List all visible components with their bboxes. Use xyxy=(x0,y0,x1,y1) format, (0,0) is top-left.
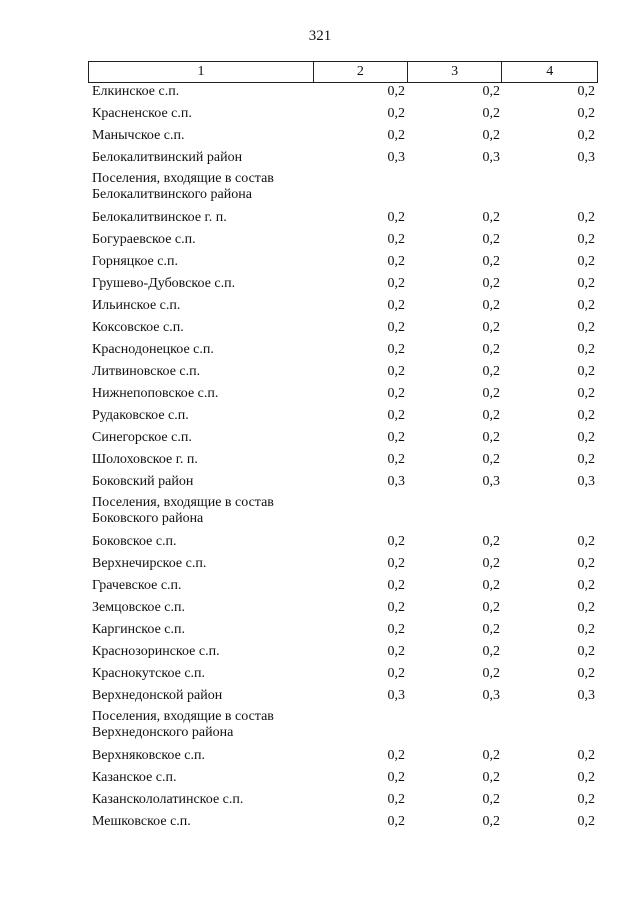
value-col-3: 0,2 xyxy=(482,128,500,143)
settlement-name: Нижнепоповское с.п. xyxy=(92,386,219,401)
settlement-name: Горняцкое с.п. xyxy=(92,254,178,269)
settlement-name: Рудаковское с.п. xyxy=(92,408,189,423)
settlement-name: Елкинское с.п. xyxy=(92,84,180,99)
table-row xyxy=(88,275,598,297)
table-row xyxy=(88,105,598,127)
column-header-4: 4 xyxy=(546,64,554,79)
value-col-2: 0,2 xyxy=(387,320,405,335)
value-col-4: 0,2 xyxy=(577,430,595,445)
value-col-4: 0,2 xyxy=(577,770,595,785)
settlement-name: Шолоховское г. п. xyxy=(92,452,198,467)
value-col-3: 0,2 xyxy=(482,534,500,549)
value-col-4: 0,3 xyxy=(577,150,595,165)
value-col-3: 0,2 xyxy=(482,210,500,225)
settlement-name: Поселения, входящие в состав Боковского района xyxy=(92,495,274,526)
value-col-2: 0,2 xyxy=(387,814,405,829)
value-col-4: 0,2 xyxy=(577,578,595,593)
value-col-3: 0,2 xyxy=(482,578,500,593)
value-col-4: 0,2 xyxy=(577,534,595,549)
table-row xyxy=(88,149,598,171)
value-col-3: 0,2 xyxy=(482,320,500,335)
table-row xyxy=(88,363,598,385)
table-row xyxy=(88,555,598,577)
settlement-name: Белокалитвинский район xyxy=(92,150,243,165)
settlement-name: Ильинское с.п. xyxy=(92,298,181,313)
settlement-name: Красненское с.п. xyxy=(92,106,192,121)
table-row xyxy=(88,341,598,363)
table-row xyxy=(88,791,598,813)
value-col-4: 0,2 xyxy=(577,386,595,401)
table-row xyxy=(88,577,598,599)
page-number: 321 xyxy=(308,28,332,44)
value-col-2: 0,2 xyxy=(387,364,405,379)
value-col-4: 0,2 xyxy=(577,106,595,121)
value-col-3: 0,2 xyxy=(482,408,500,423)
value-col-4: 0,2 xyxy=(577,84,595,99)
settlement-name: Краснозоринское с.п. xyxy=(92,644,220,659)
table-row xyxy=(88,533,598,555)
table-row xyxy=(88,687,598,709)
settlement-name: Казанскололатинское с.п. xyxy=(92,792,244,807)
value-col-3: 0,2 xyxy=(482,814,500,829)
value-col-2: 0,2 xyxy=(387,210,405,225)
settlement-name: Боковский район xyxy=(92,474,194,489)
value-col-4: 0,2 xyxy=(577,644,595,659)
value-col-2: 0,3 xyxy=(387,688,405,703)
value-col-2: 0,2 xyxy=(387,342,405,357)
value-col-4: 0,2 xyxy=(577,408,595,423)
value-col-4: 0,2 xyxy=(577,452,595,467)
settlement-name: Синегорское с.п. xyxy=(92,430,192,445)
table-row xyxy=(88,83,598,105)
settlement-name: Верхнедонской район xyxy=(92,688,223,703)
settlement-name: Земцовское с.п. xyxy=(92,600,186,615)
value-col-3: 0,2 xyxy=(482,276,500,291)
value-col-4: 0,2 xyxy=(577,342,595,357)
value-col-2: 0,2 xyxy=(387,556,405,571)
value-col-4: 0,2 xyxy=(577,210,595,225)
value-col-4: 0,2 xyxy=(577,232,595,247)
value-col-3: 0,3 xyxy=(482,688,500,703)
value-col-2: 0,2 xyxy=(387,452,405,467)
table-row xyxy=(88,127,598,149)
value-col-4: 0,2 xyxy=(577,622,595,637)
settlement-name: Мешковское с.п. xyxy=(92,814,191,829)
settlement-name: Поселения, входящие в состав Белокалитвинского района xyxy=(92,171,274,202)
value-col-3: 0,3 xyxy=(482,150,500,165)
value-col-2: 0,3 xyxy=(387,150,405,165)
value-col-2: 0,2 xyxy=(387,106,405,121)
table-row xyxy=(88,709,598,747)
value-col-3: 0,2 xyxy=(482,364,500,379)
table-row xyxy=(88,473,598,495)
value-col-3: 0,2 xyxy=(482,232,500,247)
value-col-3: 0,2 xyxy=(482,342,500,357)
table-row xyxy=(88,813,598,835)
data-table xyxy=(88,61,598,835)
value-col-2: 0,2 xyxy=(387,622,405,637)
table-row xyxy=(88,451,598,473)
value-col-2: 0,2 xyxy=(387,748,405,763)
value-col-3: 0,2 xyxy=(482,298,500,313)
settlement-name: Верхнечирское с.п. xyxy=(92,556,207,571)
settlement-name: Манычское с.п. xyxy=(92,128,185,143)
value-col-4: 0,2 xyxy=(577,748,595,763)
table-row xyxy=(88,407,598,429)
value-col-3: 0,2 xyxy=(482,622,500,637)
value-col-4: 0,2 xyxy=(577,276,595,291)
value-col-4: 0,2 xyxy=(577,364,595,379)
value-col-3: 0,2 xyxy=(482,452,500,467)
settlement-name: Краснокутское с.п. xyxy=(92,666,206,681)
settlement-name: Грачевское с.п. xyxy=(92,578,182,593)
table-row xyxy=(88,429,598,451)
value-col-2: 0,2 xyxy=(387,430,405,445)
table-row xyxy=(88,769,598,791)
table-row xyxy=(88,385,598,407)
value-col-4: 0,2 xyxy=(577,666,595,681)
value-col-4: 0,2 xyxy=(577,254,595,269)
table-row xyxy=(88,495,598,533)
settlement-name: Боковское с.п. xyxy=(92,534,177,549)
value-col-4: 0,3 xyxy=(577,688,595,703)
value-col-4: 0,2 xyxy=(577,600,595,615)
value-col-4: 0,3 xyxy=(577,474,595,489)
value-col-2: 0,3 xyxy=(387,474,405,489)
settlement-name: Каргинское с.п. xyxy=(92,622,185,637)
value-col-3: 0,2 xyxy=(482,556,500,571)
value-col-2: 0,2 xyxy=(387,666,405,681)
settlement-name: Богураевское с.п. xyxy=(92,232,196,247)
value-col-3: 0,2 xyxy=(482,666,500,681)
value-col-3: 0,3 xyxy=(482,474,500,489)
settlement-name: Литвиновское с.п. xyxy=(92,364,201,379)
value-col-2: 0,2 xyxy=(387,770,405,785)
table-header-row xyxy=(88,61,598,83)
value-col-2: 0,2 xyxy=(387,84,405,99)
value-col-2: 0,2 xyxy=(387,792,405,807)
value-col-2: 0,2 xyxy=(387,128,405,143)
value-col-4: 0,2 xyxy=(577,814,595,829)
value-col-3: 0,2 xyxy=(482,792,500,807)
value-col-3: 0,2 xyxy=(482,84,500,99)
value-col-4: 0,2 xyxy=(577,128,595,143)
value-col-4: 0,2 xyxy=(577,298,595,313)
value-col-3: 0,2 xyxy=(482,254,500,269)
table-row xyxy=(88,171,598,209)
value-col-3: 0,2 xyxy=(482,644,500,659)
table-row xyxy=(88,747,598,769)
table-row xyxy=(88,643,598,665)
column-header-1: 1 xyxy=(89,62,314,82)
value-col-4: 0,2 xyxy=(577,792,595,807)
column-header-3: 3 xyxy=(408,62,503,82)
table-row xyxy=(88,231,598,253)
settlement-name: Краснодонецкое с.п. xyxy=(92,342,214,357)
column-header-2: 2 xyxy=(314,62,408,82)
settlement-name: Белокалитвинское г. п. xyxy=(92,210,227,225)
value-col-3: 0,2 xyxy=(482,748,500,763)
table-row xyxy=(88,297,598,319)
value-col-3: 0,2 xyxy=(482,770,500,785)
value-col-2: 0,2 xyxy=(387,578,405,593)
settlement-name: Верхняковское с.п. xyxy=(92,748,205,763)
value-col-2: 0,2 xyxy=(387,298,405,313)
settlement-name: Коксовское с.п. xyxy=(92,320,184,335)
table-row xyxy=(88,599,598,621)
table-row xyxy=(88,621,598,643)
value-col-2: 0,2 xyxy=(387,276,405,291)
table-row xyxy=(88,209,598,231)
settlement-name: Грушево-Дубовское с.п. xyxy=(92,276,236,291)
value-col-2: 0,2 xyxy=(387,254,405,269)
settlement-name: Казанское с.п. xyxy=(92,770,177,785)
table-row xyxy=(88,665,598,687)
value-col-2: 0,2 xyxy=(387,408,405,423)
value-col-4: 0,2 xyxy=(577,320,595,335)
value-col-3: 0,2 xyxy=(482,430,500,445)
settlement-name: Поселения, входящие в состав Верхнедонского района xyxy=(92,709,274,740)
value-col-2: 0,2 xyxy=(387,386,405,401)
value-col-3: 0,2 xyxy=(482,386,500,401)
table-row xyxy=(88,253,598,275)
value-col-2: 0,2 xyxy=(387,534,405,549)
table-row xyxy=(88,319,598,341)
value-col-2: 0,2 xyxy=(387,600,405,615)
table-body xyxy=(88,83,598,835)
value-col-4: 0,2 xyxy=(577,556,595,571)
value-col-3: 0,2 xyxy=(482,600,500,615)
value-col-2: 0,2 xyxy=(387,232,405,247)
value-col-3: 0,2 xyxy=(482,106,500,121)
value-col-2: 0,2 xyxy=(387,644,405,659)
